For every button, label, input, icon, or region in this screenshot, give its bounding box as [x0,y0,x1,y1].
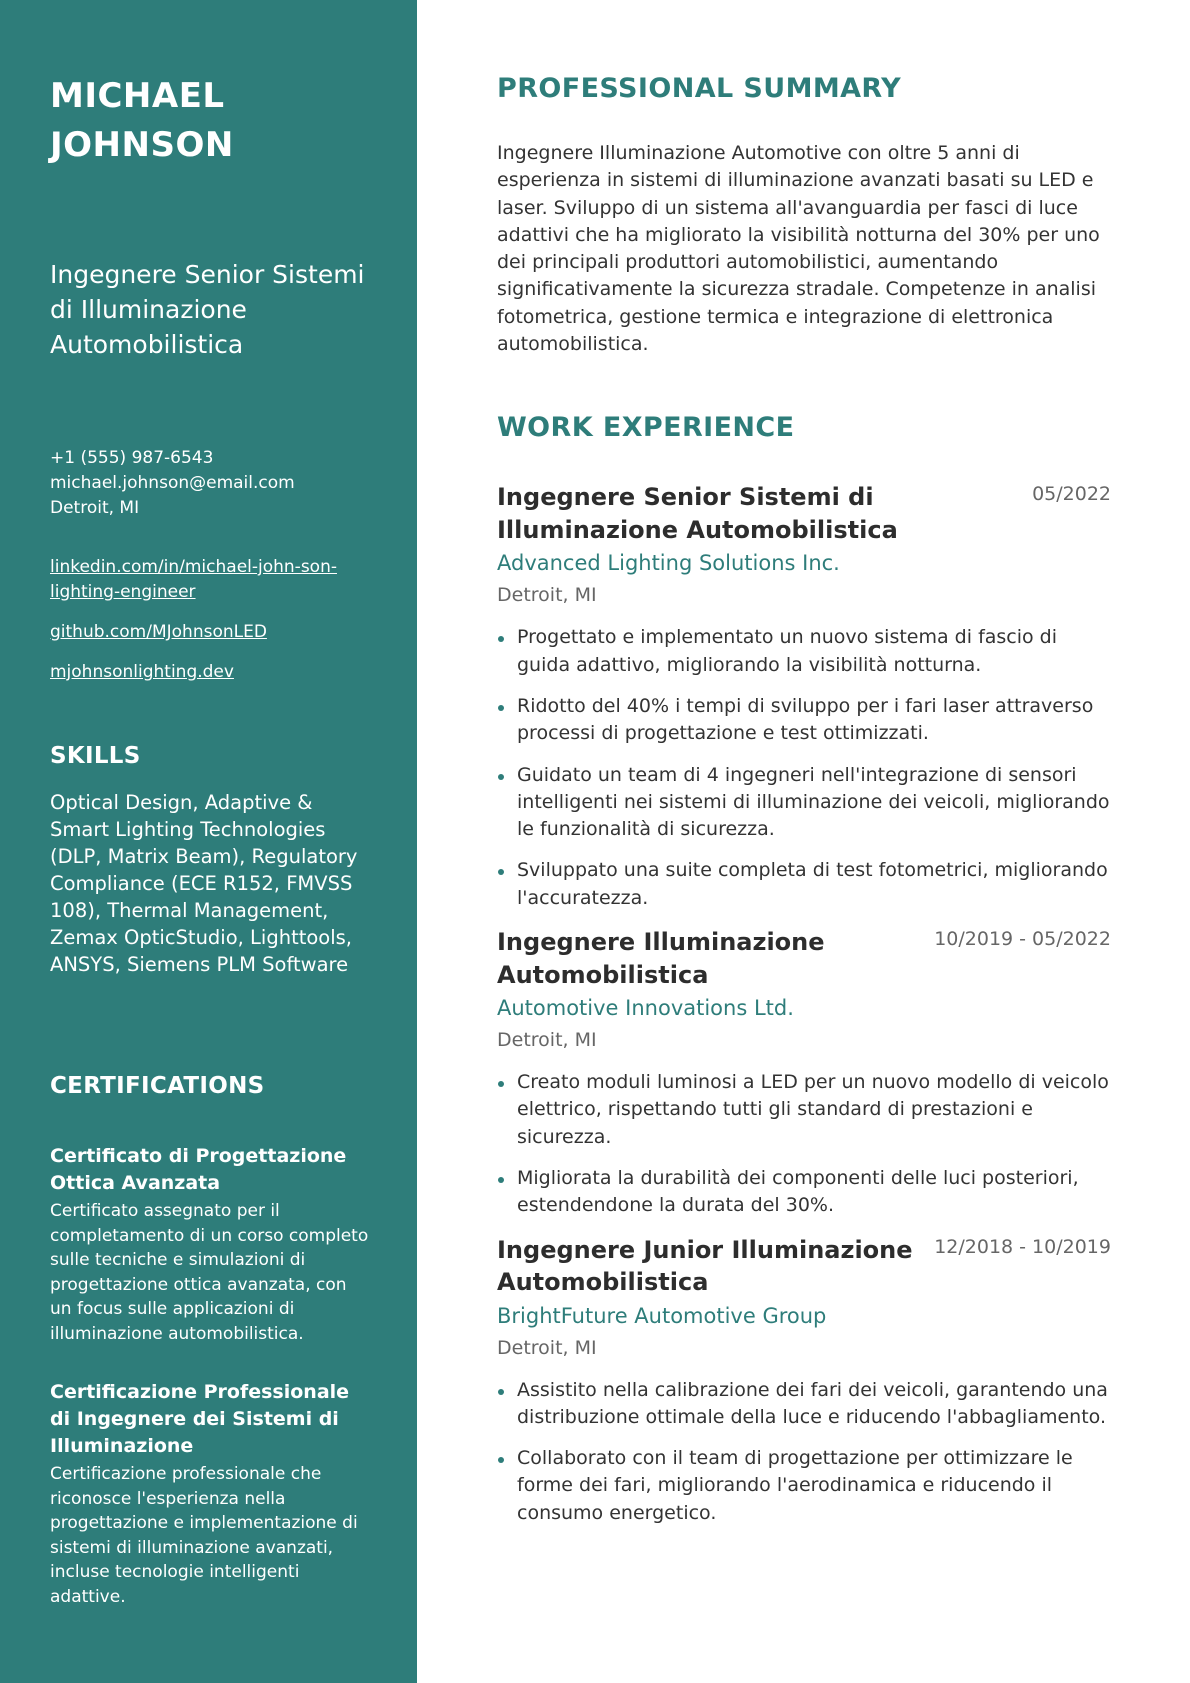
phone-number: +1 (555) 987-6543 [50,448,214,468]
certification-description: Certificazione professionale che riconosce l'esperienza nella progettazione e implementazione di sistemi di illuminazione avanzati, incluse tecnologie intelligenti adattive. [50,1464,358,1607]
job-title: Ingegnere Senior Sistemi di Illuminazione Automobilistica [497,483,898,544]
summary-text: Ingegnere Illuminazione Automotive con oltre 5 anni di esperienza in sistemi di illuminazione avanzati basati su LED e laser. Sviluppo di un sistema all'avanguardia per fasci di luce adattivi che ha migliorato la visibilità notturna del 30% per uno dei principali produttori automobilistici, aumentando significativamente la sicurezza stradale. Competenze in analisi fotometrica, gestione termica e integrazione di elettronica automobilistica. [497,142,1100,356]
company-name: Advanced Lighting Solutions Inc. [497,551,840,576]
job-entry [497,1234,1111,1527]
name-first: MICHAEL [50,76,225,116]
profile-links [50,555,371,685]
certification-title: Certificazione Professionale di Ingegnere dei Sistemi di Illuminazione [50,1381,350,1457]
candidate-name [50,72,371,170]
certification-description: Certificato assegnato per il completamento di un corso completo sulle tecniche e simulazioni di progettazione ottica avanzata, con un focus sulle applicazioni di illuminazione automobilistica. [50,1201,369,1344]
job-title: Ingegnere Junior Illuminazione Automobilistica [497,1235,913,1297]
certification-item [50,1379,371,1609]
work-experience-heading: WORK EXPERIENCE [497,412,795,444]
bullet-item: Collaborato con il team di progettazione per ottimizzare le forme dei fari, migliorando l'aerodinamica e riducendo il consumo energetico. [497,1445,1111,1527]
summary-heading: PROFESSIONAL SUMMARY [497,73,902,104]
contact-location: Detroit, MI [50,498,140,518]
bullet-item: Progettato e implementato un nuovo sistema di fascio di guida adattivo, migliorando la visibilità notturna. [497,624,1111,679]
company-name: BrightFuture Automotive Group [497,1303,827,1328]
skills-heading: SKILLS [50,743,141,769]
github-link[interactable] [50,620,371,645]
bullet-item: Migliorata la durabilità dei componenti delle luci posteriori, estendendone la durata del 30%. [497,1165,1111,1220]
certification-title: Certificato di Progettazione Ottica Avanzata [50,1145,347,1194]
job-date: 05/2022 [1032,483,1111,506]
job-location: Detroit, MI [497,1029,597,1052]
job-bullets [497,1069,1111,1219]
job-location: Detroit, MI [497,584,597,607]
contact-info [50,446,371,521]
linkedin-link-text: linkedin.com/in/michael-john-son-lighting-engineer [50,557,337,602]
skills-list: Optical Design, Adaptive & Smart Lighting Technologies (DLP, Matrix Beam), Regulatory Compliance (ECE R152, FMVSS 108), Thermal Management, Zemax OpticStudio, Lighttools, ANSYS, Siemens PLM Software [50,791,358,976]
bullet-item: Creato moduli luminosi a LED per un nuovo modello di veicolo elettrico, rispettando tutti gli standard di prestazioni e sicurezza. [497,1069,1111,1151]
job-bullets [497,1377,1111,1527]
bullet-item: Sviluppato una suite completa di test fotometrici, migliorando l'accuratezza. [497,857,1111,912]
job-bullets [497,624,1111,912]
job-date: 12/2018 - 10/2019 [934,1235,1111,1258]
github-link-text: github.com/MJohnsonLED [50,622,267,642]
sidebar [0,0,417,1683]
job-title: Ingegnere Illuminazione Automobilistica [497,928,825,989]
website-link-text: mjohnsonlighting.dev [50,662,234,682]
job-headline: Ingegnere Senior Sistemi di Illuminazione Automobilistica [50,260,365,359]
linkedin-link[interactable] [50,555,371,605]
bullet-item: Ridotto del 40% i tempi di sviluppo per i fari laser attraverso processi di progettazione e test ottimizzati. [497,693,1111,748]
bullet-item: Guidato un team di 4 ingegneri nell'integrazione di sensori intelligenti nei sistemi di illuminazione dei veicoli, migliorando le funzionalità di sicurezza. [497,762,1111,844]
job-entry [497,926,1111,1219]
email-address: michael.johnson@email.com [50,473,295,493]
main-content [497,0,1111,1541]
name-last: JOHNSON [50,125,234,165]
company-name: Automotive Innovations Ltd. [497,996,794,1021]
job-location: Detroit, MI [497,1336,597,1359]
bullet-item: Assistito nella calibrazione dei fari dei veicoli, garantendo una distribuzione ottimale della luce e riducendo l'abbagliamento. [497,1377,1111,1432]
certification-item [50,1143,371,1346]
job-date: 10/2019 - 05/2022 [934,928,1111,951]
job-entry [497,481,1111,912]
certifications-heading: CERTIFICATIONS [50,1073,265,1099]
website-link[interactable] [50,660,371,685]
